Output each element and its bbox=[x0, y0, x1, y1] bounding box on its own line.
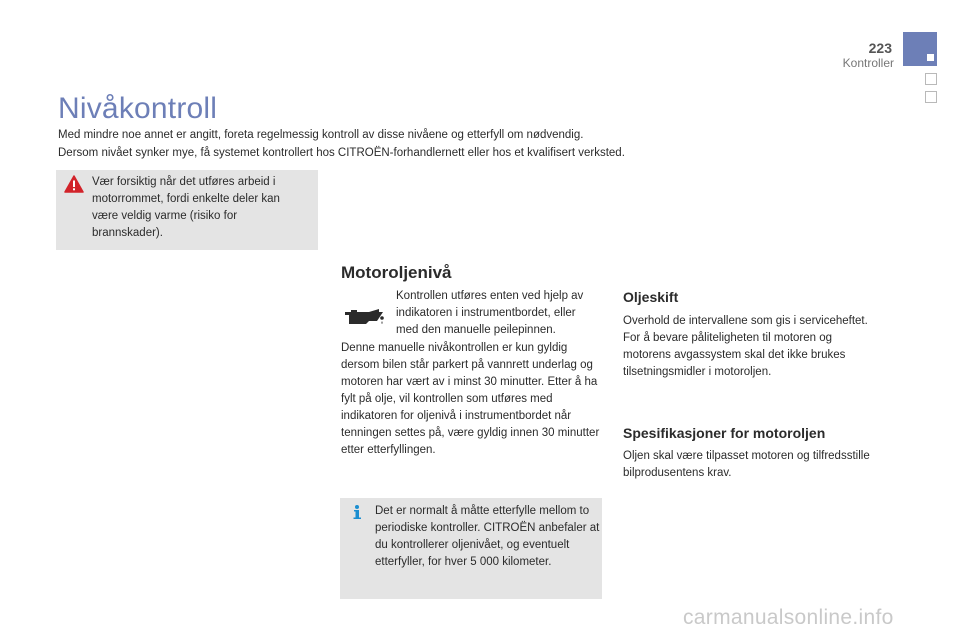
section-heading-motor-oil-level: Motoroljenivå bbox=[341, 263, 452, 282]
oil-change-paragraph: For å bevare påliteligheten til motoren og motorens avgassystem skal det ikke brukes tilsetningsmidler i motoroljen. bbox=[623, 332, 846, 378]
section-heading-oil-specs: Spesifikasjoner for motoroljen bbox=[623, 425, 826, 441]
oil-can-icon bbox=[343, 306, 385, 326]
warning-icon bbox=[64, 175, 84, 193]
chapter-tab-empty bbox=[925, 91, 937, 103]
info-text: Det er normalt å måtte etterfylle mellom to periodiske kontroller. CITROËN anbefaler at du kontrollerer oljenivået, og eventuelt etterfyller, for hver 5 000 kilometer. bbox=[375, 505, 600, 568]
tab-marker-icon bbox=[927, 54, 934, 61]
intro-text bbox=[58, 126, 898, 162]
section-label: Kontroller bbox=[842, 56, 894, 70]
warning-text: Vær forsiktig når det utføres arbeid i motorrommet, fordi enkelte deler kan være veldig varme (risiko for brannskader). bbox=[92, 176, 280, 239]
chapter-tab-active bbox=[903, 32, 937, 66]
oil-specs-body: Oljen skal være tilpasset motoren og tilfredsstille bilprodusentens krav. bbox=[623, 450, 870, 479]
oil-change-body bbox=[623, 313, 873, 381]
page-number: 223 bbox=[868, 40, 892, 56]
page-title: Nivåkontroll bbox=[58, 92, 218, 125]
section-heading-oil-change: Oljeskift bbox=[623, 289, 679, 305]
oil-change-paragraph: Overhold de intervallene som gis i serviceheftet. bbox=[623, 315, 868, 327]
watermark: carmanualsonline.info bbox=[683, 606, 894, 629]
motor-indicator-text: Kontrollen utføres enten ved hjelp av indikatoren i instrumentbordet, eller med den manuelle peilepinnen. bbox=[396, 290, 584, 336]
info-icon bbox=[349, 504, 365, 520]
intro-line: Med mindre noe annet er angitt, foreta regelmessig kontroll av disse nivåene og etterfyll om nødvendig. bbox=[58, 129, 584, 141]
intro-line: Dersom nivået synker mye, få systemet kontrollert hos CITROËN-forhandlernett eller hos et kvalifisert verksted. bbox=[58, 147, 625, 159]
motor-body-text: Denne manuelle nivåkontrollen er kun gyldig dersom bilen står parkert på vannrett underlag og motoren har vært av i minst 30 minutter. Etter å ha fylt på olje, vil kontrollen som utføres med indikatoren for oljenivå i instrumentbordet når tenningen settes på, være gyldig innen 30 minutter etter etterfyllingen. bbox=[341, 342, 600, 456]
chapter-tab-empty bbox=[925, 73, 937, 85]
